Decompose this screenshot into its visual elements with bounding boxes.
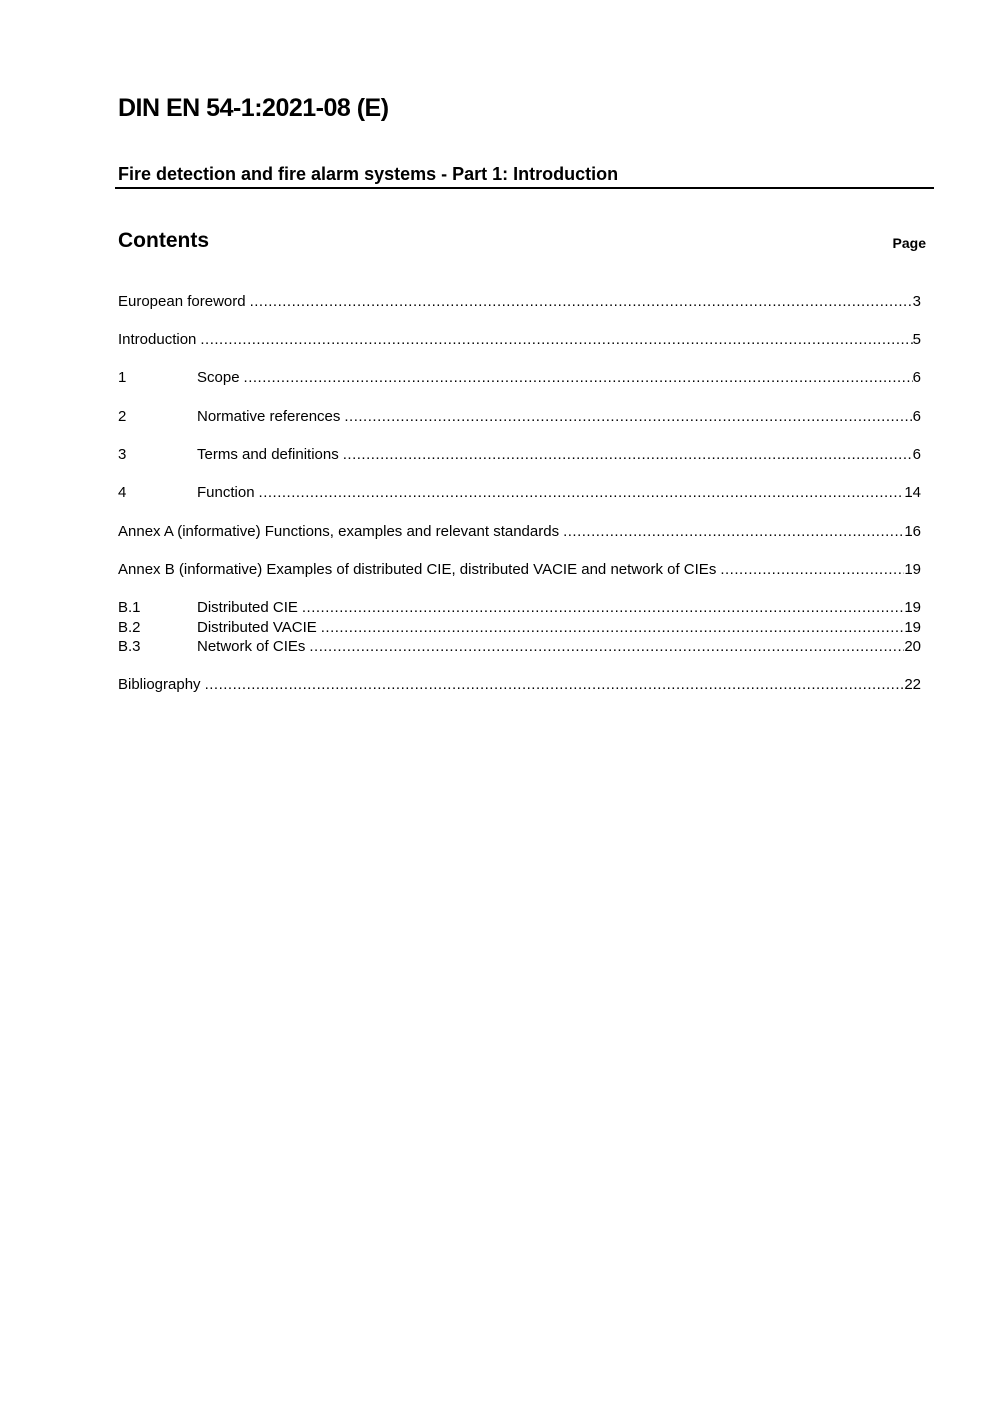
dot-leader [200,331,912,349]
dot-leader [205,676,905,694]
toc-entry-label: Network of CIEs [197,638,306,655]
toc-entry-page: 3 [912,293,921,310]
toc-entry-label: Scope [197,369,240,386]
dot-leader [259,484,905,502]
toc-entry-label: Bibliography [118,676,201,693]
dot-leader [244,369,913,387]
toc-entry-page: 20 [904,638,921,655]
toc-entry-label: Normative references [197,408,341,425]
dot-leader [309,638,904,656]
toc-entry-page: 14 [904,484,921,501]
toc-entry-page: 19 [904,619,921,636]
page-column-label: Page [892,235,926,251]
toc-entry-label: Function [197,484,255,501]
toc-entry-number: 4 [118,484,127,501]
toc-entry-label: Terms and definitions [197,446,339,463]
toc-entry-number: B.2 [118,619,141,636]
toc-entry-number: 2 [118,408,127,425]
document-title: Fire detection and fire alarm systems - Part 1: Introduction [118,164,619,184]
toc-entry[interactable] [118,369,921,387]
toc-entry-label: Distributed CIE [197,599,298,616]
toc-entry-number: B.3 [118,638,141,655]
toc-entry-label: Annex A (informative) Functions, examples and relevant standards [118,523,560,540]
toc-entry-page: 22 [904,676,921,693]
contents-heading: Contents [118,229,209,252]
toc-entry-page: 6 [912,408,921,425]
toc-entry[interactable] [118,331,921,349]
toc-entry[interactable] [118,293,921,311]
toc-entry[interactable] [118,676,921,694]
toc-entry-label: Annex B (informative) Examples of distributed CIE, distributed VACIE and network of CIEs [118,561,717,578]
toc-entry[interactable] [118,523,921,541]
toc-entry-number: 1 [118,369,127,386]
dot-leader [321,619,905,637]
toc-entry[interactable] [118,446,921,464]
toc-entry[interactable] [118,619,921,637]
toc-entry-page: 19 [904,561,921,578]
toc-entry[interactable] [118,561,921,579]
dot-leader [343,446,913,464]
toc-entry-number: B.1 [118,599,141,616]
dot-leader [250,293,913,311]
document-id: DIN EN 54-1:2021-08 (E) [118,94,389,122]
toc-entry-label: Introduction [118,331,197,348]
toc-entry-page: 6 [912,446,921,463]
toc-entry[interactable] [118,638,921,656]
toc-entry[interactable] [118,408,921,426]
toc-entry-page: 16 [904,523,921,540]
toc-entry-number: 3 [118,446,127,463]
dot-leader [344,408,912,426]
dot-leader [563,523,904,541]
toc-entry-label: European foreword [118,293,246,310]
toc-entry-label: Distributed VACIE [197,619,317,636]
title-underline [115,187,934,189]
toc-entry-page: 5 [912,331,921,348]
toc-entry[interactable] [118,484,921,502]
toc-entry-page: 19 [904,599,921,616]
toc-entry[interactable] [118,599,921,617]
toc-entry-page: 6 [912,369,921,386]
dot-leader [302,599,904,617]
dot-leader [720,561,904,579]
